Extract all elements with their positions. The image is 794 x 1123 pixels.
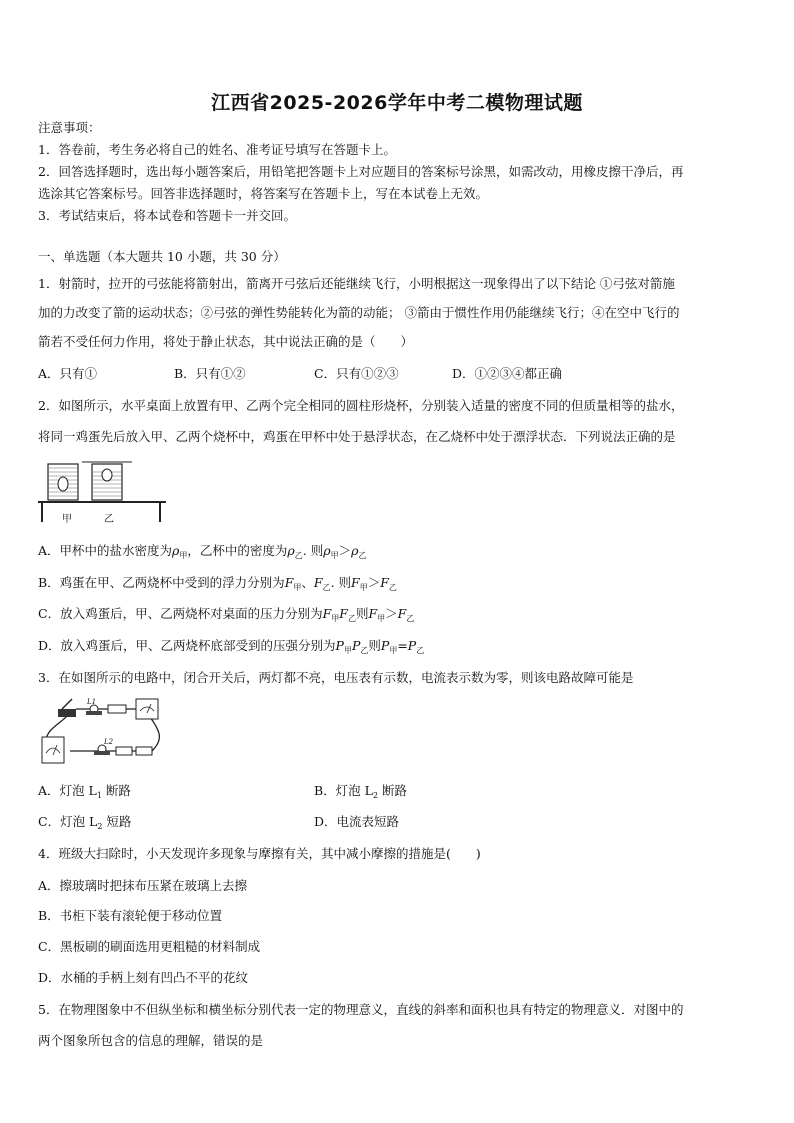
question-5-text: 两个图象所包含的信息的理解，错误的是: [38, 1033, 264, 1048]
q2-option-a: A．甲杯中的盐水密度为$\rho_甲$，乙杯中的密度为$\rho_乙$. 则$\rho_甲>\rho_乙$: [38, 543, 367, 560]
question-5-text: 5．在物理图象中不但纵坐标和横坐标分别代表一定的物理意义，直线的斜率和面积也具有特定的物理意义．对图中的: [38, 1002, 684, 1017]
notice-item: 1．答卷前，考生务必将自己的姓名、准考证号填写在答题卡上。: [38, 142, 396, 157]
q3-option-c: C．灯泡 $L_2$ 短路: [38, 814, 132, 831]
question-1-text: 加的力改变了箭的运动状态；②弓弦的弹性势能转化为箭的动能； ③箭由于惯性作用仍能继续飞行；④在空中飞行的: [38, 305, 680, 320]
q3-option-b: B．灯泡 $L_2$ 断路: [314, 783, 408, 800]
q3-option-d: D．电流表短路: [314, 814, 400, 829]
q1-option-c: C．只有①②③: [314, 366, 399, 381]
beaker-label-yi: 乙: [104, 514, 114, 525]
question-2-text: 2．如图所示，水平桌面上放置有甲、乙两个完全相同的圆柱形烧杯，分别装入适量的密度不同的但质量相等的盐水，: [38, 398, 684, 413]
notice-item: 选涂其它答案标号。回答非选择题时，将答案写在答题卡上，写在本试卷上无效。: [38, 186, 489, 201]
question-2-text: 将同一鸡蛋先后放入甲、乙两个烧杯中，鸡蛋在甲杯中处于悬浮状态，在乙烧杯中处于漂浮状态．下列说法正确的是: [38, 429, 676, 444]
lamp-label-l1: L1: [87, 698, 97, 706]
q4-option-a: A．擦玻璃时把抹布压紧在玻璃上去擦: [38, 878, 248, 893]
beakers-figure: [38, 458, 168, 528]
page-title: 江西省2025-2026学年中考二模物理试题: [211, 92, 583, 114]
question-1-text: 1．射箭时，拉开的弓弦能将箭射出，箭离开弓弦后还能继续飞行，小明根据这一现象得出了以下结论 ①弓弦对箭施: [38, 276, 675, 291]
q2-option-c: C．放入鸡蛋后，甲、乙两烧杯对桌面的压力分别为$F_甲F_乙$则$F_甲>F_乙$: [38, 606, 415, 623]
q3-option-a: A．灯泡 $L_1$ 断路: [38, 783, 131, 800]
question-3-text: 3．在如图所示的电路中，闭合开关后，两灯都不亮，电压表有示数，电流表示数为零，则该电路故障可能是: [38, 670, 634, 685]
q4-option-b: B．书柜下装有滚轮便于移动位置: [38, 908, 223, 923]
lamp-label-l2: L2: [104, 738, 114, 746]
beaker-label-jia: 甲: [62, 514, 72, 525]
notice-heading: 注意事项：: [38, 120, 101, 135]
notice-item: 2．回答选择题时，选出每小题答案后，用铅笔把答题卡上对应题目的答案标号涂黑，如需改动，用橡皮擦干净后，再: [38, 164, 684, 179]
q1-option-d: D．①②③④都正确: [452, 366, 563, 381]
q2-option-b: B．鸡蛋在甲、乙两烧杯中受到的浮力分别为$F_甲$、$F_乙$. 则$F_甲>F_乙$: [38, 575, 397, 592]
q4-option-d: D．水桶的手柄上刻有凹凸不平的花纹: [38, 970, 249, 985]
q4-option-c: C．黑板刷的刷面选用更粗糙的材料制成: [38, 939, 261, 954]
circuit-figure: [40, 695, 174, 769]
notice-item: 3．考试结束后，将本试卷和答题卡一并交回。: [38, 208, 296, 223]
question-4-text: 4．班级大扫除时，小天发现许多现象与摩擦有关，其中减小摩擦的措施是( ): [38, 846, 481, 861]
question-1-text: 箭若不受任何力作用，将处于静止状态，其中说法正确的是（ ）: [38, 334, 414, 349]
section-heading: 一、单选题（本大题共 10 小题，共 30 分）: [38, 249, 286, 264]
q2-option-d: D．放入鸡蛋后，甲、乙两烧杯底部受到的压强分别为$P_甲P_乙$则$P_甲=P_乙$: [38, 638, 425, 655]
q1-option-a: A．只有①: [38, 366, 98, 381]
q1-option-b: B．只有①②: [174, 366, 246, 381]
